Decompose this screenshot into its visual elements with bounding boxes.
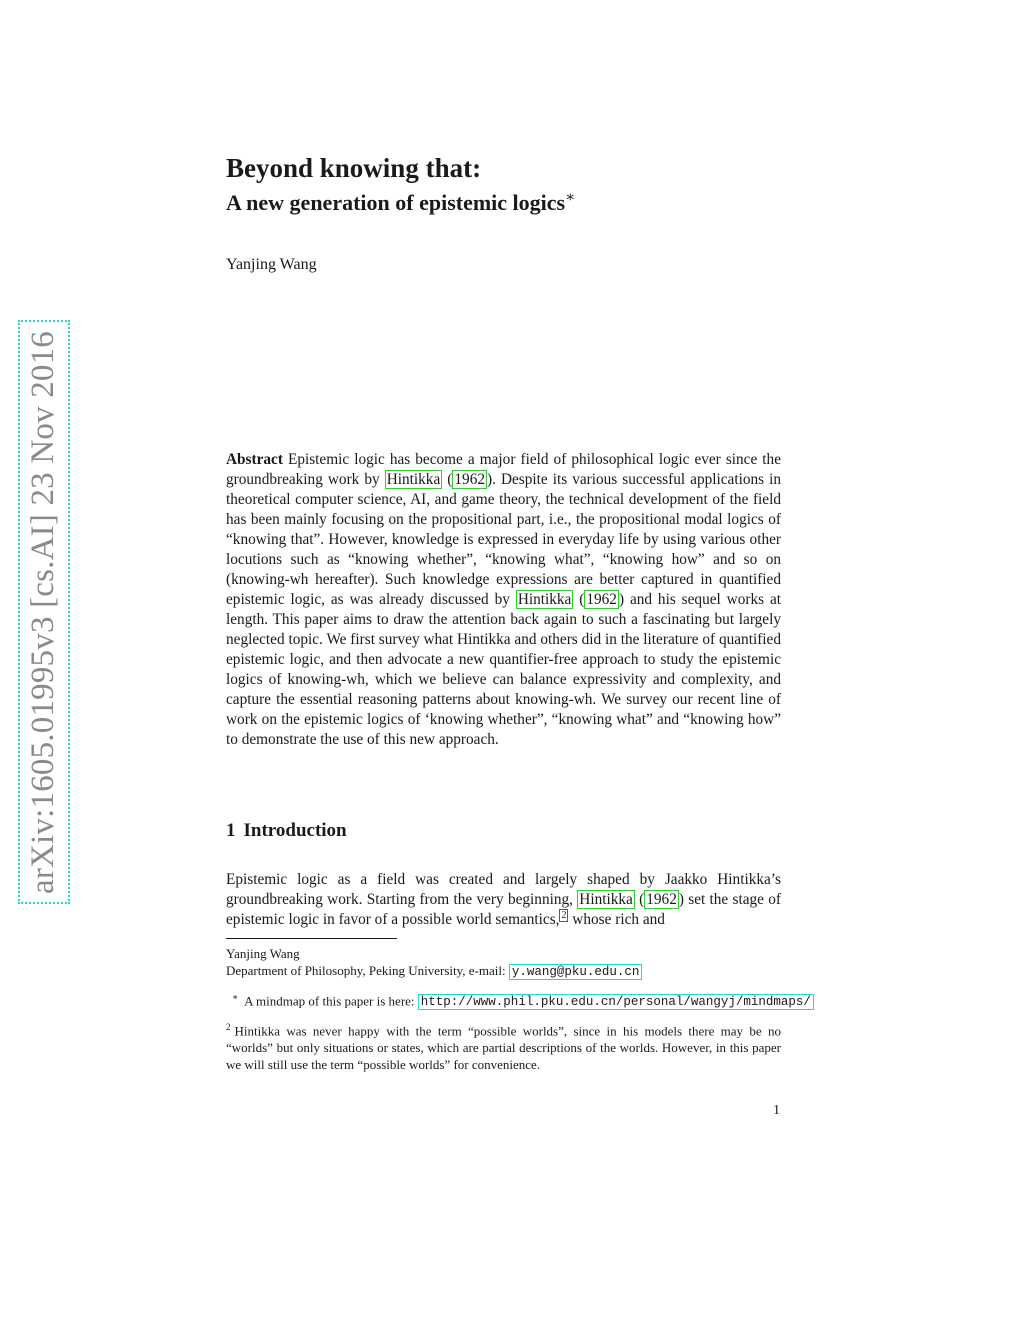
page-number: 1 [773,1103,780,1118]
section-heading-introduction [226,820,347,842]
affiliation-author-name: Yanjing Wang [226,946,300,961]
abstract-text-3: ) and his sequel works at length. This paper aims to draw the attention back again to such a fascinating but largely neglected topic. We first survey what Hintikka and others did in the literature of quantified epistemic logic, and then advocate a new quantifier-free approach to study the epistemic logics of knowing-wh, which we believe can balance expressivity and complexity, and capture the essential reasoning patterns about knowing-wh. We survey our recent line of work on the epistemic logics of ‘knowing whether”, “knowing what” and “knowing how” to demonstrate the use of this new approach. [226,591,781,748]
citation-open-paren: ( [573,591,585,608]
arxiv-identifier-link[interactable] [18,320,70,904]
paper-title: Beyond knowing that: [226,153,482,183]
introduction-paragraph [226,870,781,930]
author-name: Yanjing Wang [226,256,317,273]
citation-author-link[interactable]: Hintikka [579,891,633,908]
footnote-star-text: A mindmap of this paper is here: [244,993,418,1009]
footnote-divider [226,938,397,939]
email-link[interactable]: y.wang@pku.edu.cn [509,964,643,980]
citation-author-link[interactable]: Hintikka [517,591,572,608]
affiliation-department: Department of Philosophy, Peking University, e-mail: [226,963,509,978]
mindmap-url-link[interactable]: http://www.phil.pku.edu.cn/personal/wangyj/mindmaps/ [418,994,814,1010]
arxiv-identifier-text: arXiv:1605.01995v3 [cs.AI] 23 Nov 2016 [25,330,62,894]
abstract-label: Abstract [226,451,283,468]
footnote-mindmap [232,992,814,1009]
citation-open-paren: ( [634,891,645,908]
intro-text-1: Epistemic logic as a field was created and largely shaped by Jaakko Hintikka’s groundbreaking work. Starting from the very beginning, [226,871,781,908]
paper-subtitle [226,190,575,216]
title-footnote-mark[interactable]: ∗ [565,189,576,206]
footnote-star-mark: ∗ [232,992,239,1002]
footnote-2-link[interactable]: 2 [561,909,567,921]
author-affiliation [226,945,642,981]
citation-author-link[interactable]: Hintikka [386,471,441,488]
abstract-text-2: ). Despite its various successful applications in theoretical computer science, AI, and game theory, the technical development of the field has been mainly focusing on the propositional part, i.e., the propositional modal logics of “knowing that”. However, knowledge is expressed in everyday life by using various other locutions such as “knowing whether”, “knowing what”, “knowing how” and so on (knowing-wh hereafter). Such knowledge expressions are better captured in quantified epistemic logic, as was already discussed by [226,471,782,608]
section-title: Introduction [243,820,347,841]
intro-text-2: ) set the stage of epistemic logic in favor of a possible world semantics, [226,891,782,928]
citation-open-paren: ( [442,471,453,488]
section-number: 1 [226,820,236,841]
abstract-text-1: Epistemic logic has become a major field of philosophical logic ever since the groundbreaking work by [226,451,781,488]
footnote-2 [226,1019,781,1073]
paper-subtitle-text: A new generation of epistemic logics [226,190,566,215]
affiliation-line [226,962,642,981]
citation-year-link[interactable]: 1962 [454,471,485,488]
citation-year-link[interactable]: 1962 [646,891,677,908]
intro-text-3: whose rich and [568,911,665,928]
footnote-2-text: Hintikka was never happy with the term “possible worlds”, since in his models there may be no “worlds” but only situations or states, which are partial descriptions of the worlds. However, in this paper we will still use the term “possible worlds” for convenience. [226,1023,781,1073]
abstract [226,450,781,750]
footnote-2-mark: 2 [226,1022,231,1032]
citation-year-link[interactable]: 1962 [586,591,617,608]
